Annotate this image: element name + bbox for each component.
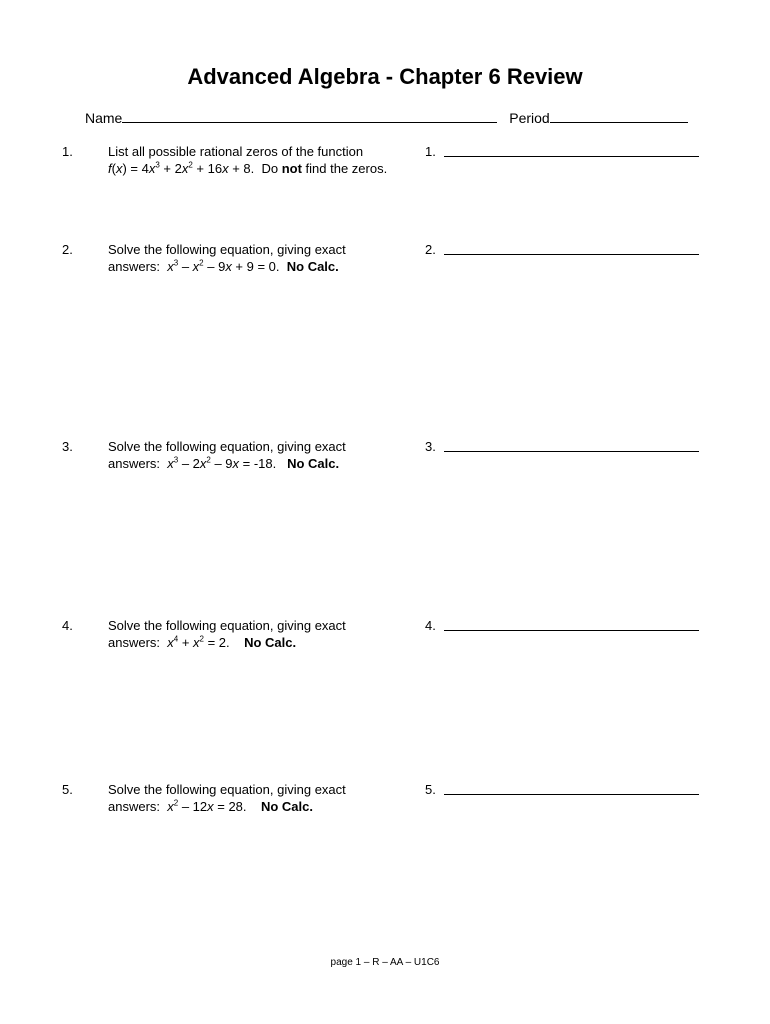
question-number: 3. [62,439,73,454]
question-number: 4. [62,618,73,633]
name-blank-line[interactable] [122,110,497,123]
question-line-1: Solve the following equation, giving exact [108,782,346,797]
page-footer: page 1 – R – AA – U1C6 [330,957,440,968]
answer-blank-line[interactable] [444,451,699,452]
answer-number: 4. [425,618,436,633]
question-line-1: Solve the following equation, giving exact [108,618,346,633]
question-number: 1. [62,144,73,159]
period-blank-line[interactable] [550,110,688,123]
question-text [108,241,418,275]
question-number: 2. [62,242,73,257]
answer-number: 2. [425,242,436,257]
question-line-2: answers: $x^4 + x^2 = 2$. No Calc. [108,634,297,650]
question-number: 5. [62,782,73,797]
page-title: Advanced Algebra - Chapter 6 Review [187,64,583,89]
question-text [108,438,418,472]
name-label: Name [85,110,123,126]
question-text [108,617,418,651]
answer-blank-line[interactable] [444,794,699,795]
question-line-2: $f(x) = 4x^3 + 2x^2 + 16x + 8$. Do not find the zeros. [108,160,388,176]
answer-blank-line[interactable] [444,254,699,255]
period-label: Period [509,110,550,126]
answer-number: 1. [425,144,436,159]
question-text [108,143,418,177]
question-line-1: List all possible rational zeros of the function [108,144,364,159]
question-line-1: Solve the following equation, giving exact [108,242,346,257]
answer-number: 3. [425,439,436,454]
question-line-1: Solve the following equation, giving exact [108,439,346,454]
name-period-row [85,110,688,126]
question-line-2: answers: $x^2 - 12x = 28$. No Calc. [108,798,313,814]
question-text [108,781,418,815]
answer-number: 5. [425,782,436,797]
question-line-2: answers: $x^3 - 2x^2 - 9x = -18$. No Calc. [108,455,340,471]
answer-blank-line[interactable] [444,630,699,631]
question-line-2: answers: $x^3 - x^2 - 9x + 9 = 0$. No Calc. [108,258,339,274]
answer-blank-line[interactable] [444,156,699,157]
